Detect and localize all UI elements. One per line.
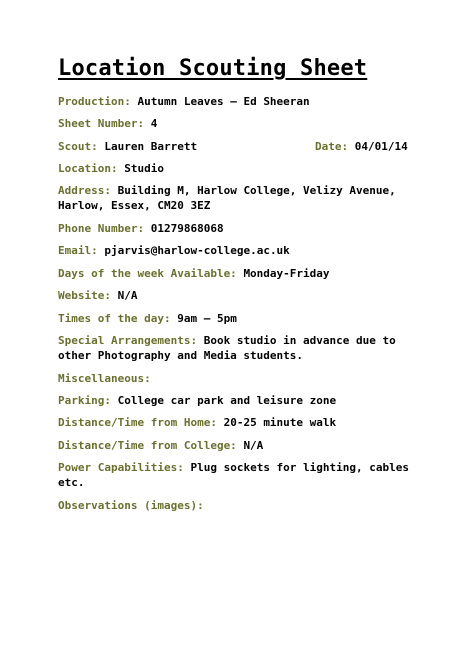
special-arrangements-value: Book studio in advance due to other Photography and Media students. [58, 334, 396, 362]
power-value: Plug sockets for lighting, cables etc. [58, 461, 410, 489]
website-label: Website: [58, 289, 111, 302]
email-value: pjarvis@harlow-college.ac.uk [104, 244, 290, 257]
sheet-number-label: Sheet Number: [58, 117, 145, 130]
production-value: Autumn Leaves – Ed Sheeran [137, 95, 310, 108]
special-arrangements-field [58, 333, 420, 363]
date-field [315, 139, 408, 154]
power-label: Power Capabilities: [58, 461, 184, 474]
distance-home-field [58, 415, 420, 430]
power-field [58, 460, 420, 490]
times-field [58, 311, 420, 326]
scout-value: Lauren Barrett [104, 140, 198, 153]
production-field [58, 94, 420, 109]
page-title: Location Scouting Sheet [58, 56, 368, 81]
special-arrangements-label: Special Arrangements: [58, 334, 198, 347]
location-value: Studio [124, 162, 164, 175]
days-value: Monday-Friday [243, 267, 330, 280]
email-field [58, 243, 420, 258]
phone-label: Phone Number: [58, 222, 145, 235]
location-label: Location: [58, 162, 118, 175]
distance-home-value: 20-25 minute walk [223, 416, 337, 429]
distance-college-label: Distance/Time from College: [58, 439, 237, 452]
phone-field [58, 221, 420, 236]
location-field [58, 161, 420, 176]
website-value: N/A [117, 289, 138, 302]
misc-field [58, 371, 420, 386]
days-field [58, 266, 420, 281]
observations-field [58, 498, 420, 513]
misc-label: Miscellaneous: [58, 372, 151, 385]
parking-value: College car park and leisure zone [117, 394, 337, 407]
sheet-number-field [58, 116, 420, 131]
phone-value: 01279868068 [150, 222, 224, 235]
days-label: Days of the week Available: [58, 267, 237, 280]
date-label: Date: [315, 140, 349, 153]
distance-college-field [58, 438, 420, 453]
website-field [58, 288, 420, 303]
address-value: Building M, Harlow College, Velizy Avenue, Harlow, Essex, CM20 3EZ [58, 184, 396, 212]
parking-field [58, 393, 420, 408]
email-label: Email: [58, 244, 98, 257]
scout-label: Scout: [58, 140, 98, 153]
parking-label: Parking: [58, 394, 111, 407]
times-label: Times of the day: [58, 312, 171, 325]
observations-label: Observations (images): [58, 499, 204, 512]
distance-college-value: N/A [243, 439, 264, 452]
date-value: 04/01/14 [354, 140, 408, 153]
distance-home-label: Distance/Time from Home: [58, 416, 217, 429]
address-label: Address: [58, 184, 111, 197]
times-value: 9am – 5pm [177, 312, 237, 325]
sheet-number-value: 4 [150, 117, 158, 130]
production-label: Production: [58, 95, 131, 108]
address-field [58, 183, 420, 213]
